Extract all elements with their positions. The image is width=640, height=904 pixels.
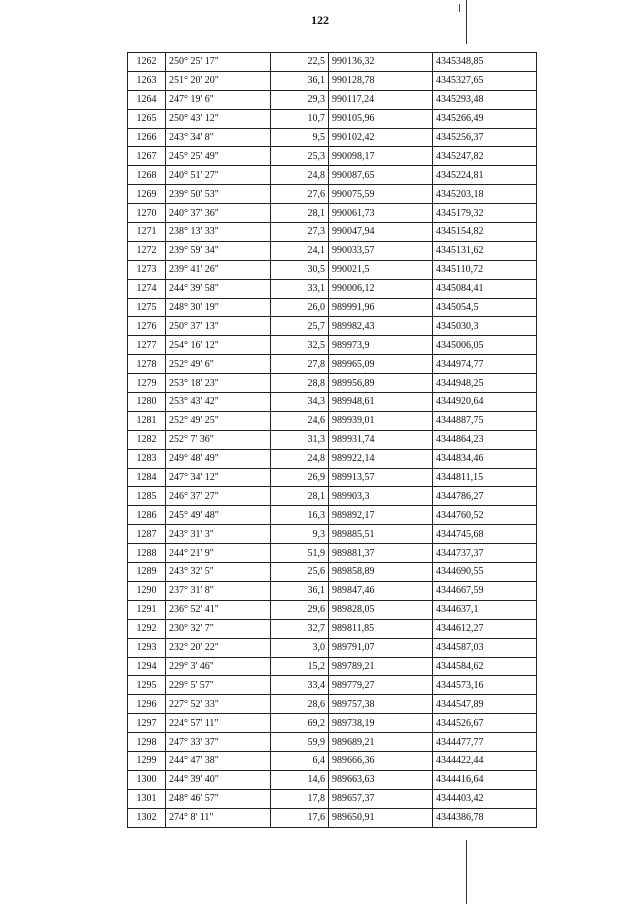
distance-cell: 26,9 xyxy=(271,468,329,487)
y-coordinate-cell: 4344587,03 xyxy=(433,638,537,657)
distance-cell: 25,7 xyxy=(271,317,329,336)
table-row xyxy=(128,544,537,563)
distance-cell: 24,8 xyxy=(271,166,329,185)
distance-cell: 34,3 xyxy=(271,393,329,412)
distance-cell: 51,9 xyxy=(271,544,329,563)
y-coordinate-cell: 4344920,64 xyxy=(433,393,537,412)
point-number-cell: 1268 xyxy=(128,166,166,185)
distance-cell: 28,8 xyxy=(271,374,329,393)
point-number-cell: 1298 xyxy=(128,733,166,752)
x-coordinate-cell: 990047,94 xyxy=(329,223,433,242)
y-coordinate-cell: 4345084,41 xyxy=(433,279,537,298)
direction-angle-cell: 240° 37' 36" xyxy=(166,204,271,223)
margin-tick-mark xyxy=(459,4,464,12)
y-coordinate-cell: 4344811,15 xyxy=(433,468,537,487)
x-coordinate-cell: 990075,59 xyxy=(329,185,433,204)
table-row xyxy=(128,733,537,752)
point-number-cell: 1287 xyxy=(128,525,166,544)
point-number-cell: 1302 xyxy=(128,808,166,827)
table-row xyxy=(128,317,537,336)
y-coordinate-cell: 4344584,62 xyxy=(433,657,537,676)
direction-angle-cell: 248° 30' 19" xyxy=(166,298,271,317)
direction-angle-cell: 244° 21' 9" xyxy=(166,544,271,563)
direction-angle-cell: 229° 3' 46" xyxy=(166,657,271,676)
y-coordinate-cell: 4344864,23 xyxy=(433,430,537,449)
direction-angle-cell: 252° 49' 25" xyxy=(166,411,271,430)
distance-cell: 26,0 xyxy=(271,298,329,317)
direction-angle-cell: 246° 37' 27" xyxy=(166,487,271,506)
distance-cell: 17,6 xyxy=(271,808,329,827)
y-coordinate-cell: 4345203,18 xyxy=(433,185,537,204)
point-number-cell: 1281 xyxy=(128,411,166,430)
distance-cell: 10,7 xyxy=(271,109,329,128)
y-coordinate-cell: 4345224,81 xyxy=(433,166,537,185)
table-row xyxy=(128,808,537,827)
direction-angle-cell: 251° 20' 20" xyxy=(166,71,271,90)
y-coordinate-cell: 4345154,82 xyxy=(433,223,537,242)
direction-angle-cell: 247° 33' 37" xyxy=(166,733,271,752)
point-number-cell: 1296 xyxy=(128,695,166,714)
y-coordinate-cell: 4344422,44 xyxy=(433,751,537,770)
x-coordinate-cell: 990136,32 xyxy=(329,53,433,72)
distance-cell: 22,5 xyxy=(271,53,329,72)
direction-angle-cell: 252° 49' 6" xyxy=(166,355,271,374)
point-number-cell: 1283 xyxy=(128,449,166,468)
table-row xyxy=(128,695,537,714)
x-coordinate-cell: 989903,3 xyxy=(329,487,433,506)
direction-angle-cell: 243° 32' 5" xyxy=(166,563,271,582)
distance-cell: 27,6 xyxy=(271,185,329,204)
x-coordinate-cell: 989657,37 xyxy=(329,789,433,808)
x-coordinate-cell: 989973,9 xyxy=(329,336,433,355)
x-coordinate-cell: 989931,74 xyxy=(329,430,433,449)
table-row xyxy=(128,600,537,619)
distance-cell: 6,4 xyxy=(271,751,329,770)
distance-cell: 28,1 xyxy=(271,487,329,506)
x-coordinate-cell: 989922,14 xyxy=(329,449,433,468)
y-coordinate-cell: 4344612,27 xyxy=(433,619,537,638)
point-number-cell: 1269 xyxy=(128,185,166,204)
y-coordinate-cell: 4344667,59 xyxy=(433,581,537,600)
point-number-cell: 1276 xyxy=(128,317,166,336)
y-coordinate-cell: 4344786,27 xyxy=(433,487,537,506)
table-row xyxy=(128,487,537,506)
table-row xyxy=(128,109,537,128)
x-coordinate-cell: 989881,37 xyxy=(329,544,433,563)
table-row xyxy=(128,430,537,449)
y-coordinate-cell: 4344690,55 xyxy=(433,563,537,582)
table-row xyxy=(128,185,537,204)
table-row xyxy=(128,223,537,242)
distance-cell: 31,3 xyxy=(271,430,329,449)
x-coordinate-cell: 990117,24 xyxy=(329,90,433,109)
y-coordinate-cell: 4344386,78 xyxy=(433,808,537,827)
table-row xyxy=(128,714,537,733)
distance-cell: 36,1 xyxy=(271,71,329,90)
distance-cell: 33,4 xyxy=(271,676,329,695)
direction-angle-cell: 243° 31' 3" xyxy=(166,525,271,544)
x-coordinate-cell: 989956,89 xyxy=(329,374,433,393)
x-coordinate-cell: 990006,12 xyxy=(329,279,433,298)
table-row xyxy=(128,374,537,393)
x-coordinate-cell: 990033,57 xyxy=(329,241,433,260)
table-row xyxy=(128,279,537,298)
table-row xyxy=(128,411,537,430)
direction-angle-cell: 224° 57' 11" xyxy=(166,714,271,733)
direction-angle-cell: 229° 5' 57" xyxy=(166,676,271,695)
page-edge-line-bottom xyxy=(466,840,467,904)
x-coordinate-cell: 990105,96 xyxy=(329,109,433,128)
distance-cell: 24,8 xyxy=(271,449,329,468)
y-coordinate-cell: 4344547,89 xyxy=(433,695,537,714)
direction-angle-cell: 250° 37' 13" xyxy=(166,317,271,336)
distance-cell: 3,0 xyxy=(271,638,329,657)
point-number-cell: 1280 xyxy=(128,393,166,412)
point-number-cell: 1277 xyxy=(128,336,166,355)
x-coordinate-cell: 989811,85 xyxy=(329,619,433,638)
direction-angle-cell: 253° 18' 23" xyxy=(166,374,271,393)
table-row xyxy=(128,260,537,279)
distance-cell: 27,3 xyxy=(271,223,329,242)
table-row xyxy=(128,657,537,676)
point-number-cell: 1295 xyxy=(128,676,166,695)
x-coordinate-cell: 990098,17 xyxy=(329,147,433,166)
direction-angle-cell: 239° 41' 26" xyxy=(166,260,271,279)
direction-angle-cell: 245° 49' 48" xyxy=(166,506,271,525)
table-row xyxy=(128,393,537,412)
point-number-cell: 1263 xyxy=(128,71,166,90)
direction-angle-cell: 244° 47' 38" xyxy=(166,751,271,770)
direction-angle-cell: 274° 8' 11" xyxy=(166,808,271,827)
distance-cell: 9,3 xyxy=(271,525,329,544)
y-coordinate-cell: 4345054,5 xyxy=(433,298,537,317)
point-number-cell: 1278 xyxy=(128,355,166,374)
table-row xyxy=(128,298,537,317)
point-number-cell: 1289 xyxy=(128,563,166,582)
x-coordinate-cell: 989666,36 xyxy=(329,751,433,770)
table-row xyxy=(128,90,537,109)
y-coordinate-cell: 4344948,25 xyxy=(433,374,537,393)
y-coordinate-cell: 4344637,1 xyxy=(433,600,537,619)
distance-cell: 28,6 xyxy=(271,695,329,714)
y-coordinate-cell: 4344403,42 xyxy=(433,789,537,808)
y-coordinate-cell: 4345293,48 xyxy=(433,90,537,109)
distance-cell: 25,6 xyxy=(271,563,329,582)
point-number-cell: 1290 xyxy=(128,581,166,600)
x-coordinate-cell: 989982,43 xyxy=(329,317,433,336)
table-row xyxy=(128,581,537,600)
direction-angle-cell: 252° 7' 36" xyxy=(166,430,271,449)
table-row xyxy=(128,355,537,374)
point-number-cell: 1286 xyxy=(128,506,166,525)
table-row xyxy=(128,147,537,166)
x-coordinate-cell: 989789,21 xyxy=(329,657,433,676)
scan-smudge xyxy=(230,858,360,898)
y-coordinate-cell: 4345256,37 xyxy=(433,128,537,147)
table-row xyxy=(128,241,537,260)
direction-angle-cell: 250° 43' 12" xyxy=(166,109,271,128)
x-coordinate-cell: 989885,51 xyxy=(329,525,433,544)
table-row xyxy=(128,770,537,789)
y-coordinate-cell: 4344974,77 xyxy=(433,355,537,374)
direction-angle-cell: 239° 50' 53" xyxy=(166,185,271,204)
x-coordinate-cell: 989991,96 xyxy=(329,298,433,317)
coordinates-table-body xyxy=(128,53,537,828)
coordinates-table xyxy=(127,52,537,828)
table-row xyxy=(128,676,537,695)
x-coordinate-cell: 989828,05 xyxy=(329,600,433,619)
point-number-cell: 1272 xyxy=(128,241,166,260)
table-row xyxy=(128,53,537,72)
x-coordinate-cell: 989757,38 xyxy=(329,695,433,714)
table-row xyxy=(128,204,537,223)
direction-angle-cell: 238° 13' 33" xyxy=(166,223,271,242)
direction-angle-cell: 244° 39' 58" xyxy=(166,279,271,298)
point-number-cell: 1265 xyxy=(128,109,166,128)
y-coordinate-cell: 4344416,64 xyxy=(433,770,537,789)
direction-angle-cell: 247° 19' 6" xyxy=(166,90,271,109)
distance-cell: 69,2 xyxy=(271,714,329,733)
x-coordinate-cell: 989779,27 xyxy=(329,676,433,695)
point-number-cell: 1300 xyxy=(128,770,166,789)
x-coordinate-cell: 989663,63 xyxy=(329,770,433,789)
direction-angle-cell: 250° 25' 17" xyxy=(166,53,271,72)
direction-angle-cell: 249° 48' 49" xyxy=(166,449,271,468)
y-coordinate-cell: 4345030,3 xyxy=(433,317,537,336)
direction-angle-cell: 244° 39' 40" xyxy=(166,770,271,789)
distance-cell: 27,8 xyxy=(271,355,329,374)
page-number: 122 xyxy=(311,13,329,27)
distance-cell: 59,9 xyxy=(271,733,329,752)
table-row xyxy=(128,751,537,770)
distance-cell: 29,3 xyxy=(271,90,329,109)
point-number-cell: 1274 xyxy=(128,279,166,298)
distance-cell: 33,1 xyxy=(271,279,329,298)
point-number-cell: 1282 xyxy=(128,430,166,449)
point-number-cell: 1299 xyxy=(128,751,166,770)
point-number-cell: 1264 xyxy=(128,90,166,109)
direction-angle-cell: 230° 32' 7" xyxy=(166,619,271,638)
direction-angle-cell: 248° 46' 57" xyxy=(166,789,271,808)
point-number-cell: 1288 xyxy=(128,544,166,563)
y-coordinate-cell: 4345006,05 xyxy=(433,336,537,355)
direction-angle-cell: 247° 34' 12" xyxy=(166,468,271,487)
direction-angle-cell: 254° 16' 12" xyxy=(166,336,271,355)
table-row xyxy=(128,789,537,808)
x-coordinate-cell: 990128,78 xyxy=(329,71,433,90)
x-coordinate-cell: 989965,09 xyxy=(329,355,433,374)
x-coordinate-cell: 989689,21 xyxy=(329,733,433,752)
point-number-cell: 1294 xyxy=(128,657,166,676)
direction-angle-cell: 236° 52' 41" xyxy=(166,600,271,619)
table-row xyxy=(128,468,537,487)
table-row xyxy=(128,563,537,582)
point-number-cell: 1271 xyxy=(128,223,166,242)
point-number-cell: 1279 xyxy=(128,374,166,393)
x-coordinate-cell: 990061,73 xyxy=(329,204,433,223)
y-coordinate-cell: 4344745,68 xyxy=(433,525,537,544)
distance-cell: 15,2 xyxy=(271,657,329,676)
direction-angle-cell: 232° 20' 22" xyxy=(166,638,271,657)
point-number-cell: 1301 xyxy=(128,789,166,808)
table-row xyxy=(128,619,537,638)
y-coordinate-cell: 4345247,82 xyxy=(433,147,537,166)
y-coordinate-cell: 4344760,52 xyxy=(433,506,537,525)
point-number-cell: 1275 xyxy=(128,298,166,317)
direction-angle-cell: 237° 31' 8" xyxy=(166,581,271,600)
y-coordinate-cell: 4344573,16 xyxy=(433,676,537,695)
point-number-cell: 1270 xyxy=(128,204,166,223)
point-number-cell: 1273 xyxy=(128,260,166,279)
point-number-cell: 1293 xyxy=(128,638,166,657)
x-coordinate-cell: 989913,57 xyxy=(329,468,433,487)
x-coordinate-cell: 989791,07 xyxy=(329,638,433,657)
x-coordinate-cell: 989738,19 xyxy=(329,714,433,733)
direction-angle-cell: 239° 59' 34" xyxy=(166,241,271,260)
direction-angle-cell: 245° 25' 49" xyxy=(166,147,271,166)
y-coordinate-cell: 4344526,67 xyxy=(433,714,537,733)
point-number-cell: 1285 xyxy=(128,487,166,506)
x-coordinate-cell: 990102,42 xyxy=(329,128,433,147)
y-coordinate-cell: 4345110,72 xyxy=(433,260,537,279)
direction-angle-cell: 227° 52' 33" xyxy=(166,695,271,714)
point-number-cell: 1267 xyxy=(128,147,166,166)
table-row xyxy=(128,166,537,185)
point-number-cell: 1266 xyxy=(128,128,166,147)
direction-angle-cell: 240° 51' 27" xyxy=(166,166,271,185)
x-coordinate-cell: 989858,89 xyxy=(329,563,433,582)
y-coordinate-cell: 4345348,85 xyxy=(433,53,537,72)
table-row xyxy=(128,128,537,147)
y-coordinate-cell: 4344834,46 xyxy=(433,449,537,468)
point-number-cell: 1262 xyxy=(128,53,166,72)
y-coordinate-cell: 4345266,49 xyxy=(433,109,537,128)
y-coordinate-cell: 4345179,32 xyxy=(433,204,537,223)
distance-cell: 17,8 xyxy=(271,789,329,808)
point-number-cell: 1284 xyxy=(128,468,166,487)
table-row xyxy=(128,525,537,544)
table-row xyxy=(128,71,537,90)
y-coordinate-cell: 4344887,75 xyxy=(433,411,537,430)
page-edge-line-top xyxy=(466,0,467,44)
distance-cell: 16,3 xyxy=(271,506,329,525)
x-coordinate-cell: 989650,91 xyxy=(329,808,433,827)
distance-cell: 30,5 xyxy=(271,260,329,279)
table-row xyxy=(128,638,537,657)
distance-cell: 14,6 xyxy=(271,770,329,789)
y-coordinate-cell: 4345327,65 xyxy=(433,71,537,90)
distance-cell: 25,3 xyxy=(271,147,329,166)
distance-cell: 9,5 xyxy=(271,128,329,147)
x-coordinate-cell: 989939,01 xyxy=(329,411,433,430)
y-coordinate-cell: 4344737,37 xyxy=(433,544,537,563)
direction-angle-cell: 253° 43' 42" xyxy=(166,393,271,412)
distance-cell: 28,1 xyxy=(271,204,329,223)
distance-cell: 29,6 xyxy=(271,600,329,619)
y-coordinate-cell: 4345131,62 xyxy=(433,241,537,260)
x-coordinate-cell: 990087,65 xyxy=(329,166,433,185)
x-coordinate-cell: 989847,46 xyxy=(329,581,433,600)
point-number-cell: 1297 xyxy=(128,714,166,733)
y-coordinate-cell: 4344477,77 xyxy=(433,733,537,752)
x-coordinate-cell: 989892,17 xyxy=(329,506,433,525)
table-row xyxy=(128,336,537,355)
x-coordinate-cell: 990021,5 xyxy=(329,260,433,279)
table-row xyxy=(128,449,537,468)
point-number-cell: 1291 xyxy=(128,600,166,619)
table-row xyxy=(128,506,537,525)
distance-cell: 32,7 xyxy=(271,619,329,638)
distance-cell: 36,1 xyxy=(271,581,329,600)
distance-cell: 32,5 xyxy=(271,336,329,355)
x-coordinate-cell: 989948,61 xyxy=(329,393,433,412)
distance-cell: 24,1 xyxy=(271,241,329,260)
direction-angle-cell: 243° 34' 8" xyxy=(166,128,271,147)
point-number-cell: 1292 xyxy=(128,619,166,638)
distance-cell: 24,6 xyxy=(271,411,329,430)
